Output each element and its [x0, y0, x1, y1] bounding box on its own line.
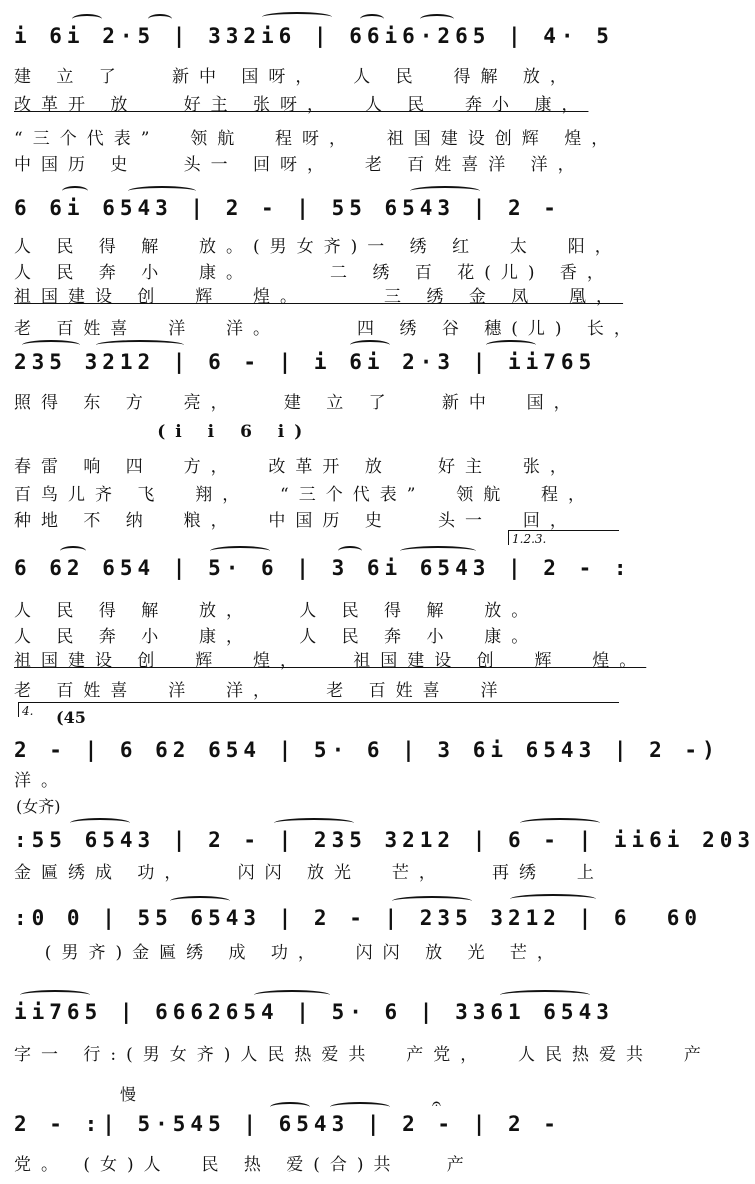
volta-bracket [18, 702, 619, 717]
lyric-line: (男齐)金匾绣 成 功， 闪闪 放 光 芒， [14, 943, 564, 963]
slur-mark [520, 818, 600, 828]
lyric-line: 中国历 史 头一 回呀， 老 百姓喜洋 洋， [14, 155, 585, 175]
notes: 2 - | 6 62 654 | 5· 6 | 3 6i 6543 | 2 -) [14, 738, 720, 762]
slur-mark [360, 14, 384, 24]
notes: 6 6i 6543 | 2 - | 55 6543 | 2 - [14, 196, 561, 220]
slur-mark [62, 186, 88, 196]
notes: 6 62 654 | 5· 6 | 3 6i 6543 | 2 - : [14, 556, 632, 580]
slur-mark [338, 546, 362, 556]
notation-line-2 [14, 186, 622, 226]
tie-mark [210, 546, 270, 556]
lyric-line: 老 百姓喜 洋 洋。 四 绣 谷 穗(儿) 长， [14, 319, 641, 339]
slur-mark [22, 340, 80, 350]
notes: 2 - :| 5·545 | 6543 | 2 - | 2 - [14, 1112, 561, 1136]
slur-mark [410, 186, 480, 196]
lyric-line: 人 民 得 解 放， 人 民 得 解 放。 [14, 601, 539, 621]
slur-mark [148, 14, 172, 24]
lyric-line: 老 百姓喜 洋 洋， 老 百姓喜 洋 [14, 681, 508, 701]
lyric-line: 党。 (女)人 民 热 爱(合)共 产 [14, 1155, 474, 1175]
slur-mark [254, 990, 330, 1000]
slur-mark [70, 818, 130, 828]
slur-mark [400, 546, 476, 556]
notes: :0 0 | 55 6543 | 2 - | 235 3212 | 6 60 [14, 906, 703, 930]
slur-mark [500, 990, 590, 1000]
notes: i 6i 2·5 | 332i6 | 66i6·265 | 4· 5 [14, 24, 614, 48]
notation-line-9 [14, 1102, 622, 1142]
lyric-line: 人 民 得 解 放。(男女齐)一 绣 红 太 阳， [14, 237, 622, 257]
slur-mark [486, 340, 536, 350]
lyric-line: 字一 行:(男女齐)人民热爱共 产党， 人民热爱共 产 [14, 1045, 711, 1065]
lyric-line: 祖国建设 创 辉 煌。 三 绣 金 凤 凰， [14, 287, 624, 307]
fermata-icon: 𝄐 [432, 1094, 441, 1113]
tie-mark [510, 894, 596, 904]
lyric-line: 洋。 [14, 771, 68, 791]
lyric-line: 春雷 响 四 方， 改革开 放 好主 张， [14, 457, 577, 477]
slur-mark [170, 896, 230, 906]
lyric-line: “三个代表” 领航 程呀， 祖国建设创辉 煌， [14, 129, 619, 149]
volta-label: 4. [22, 704, 34, 718]
notes: 235 3212 | 6 - | i 6i 2·3 | ii765 [14, 350, 597, 374]
slur-mark [392, 896, 472, 906]
lyric-line: 种地 不 纳 粮， 中国历 史 头一 回， [14, 511, 577, 531]
part-label: (女齐) [16, 797, 61, 816]
lyric-line: 人 民 奔 小 康， 人 民 奔 小 康。 [14, 627, 539, 647]
lyric-line: 人 民 奔 小 康。 二 绣 百 花(儿) 香， [14, 263, 614, 283]
notation-line-4 [14, 546, 632, 586]
slur-mark [274, 818, 354, 828]
slur-mark [72, 14, 102, 24]
slur-mark [420, 14, 454, 24]
lyric-line: 百鸟儿齐 飞 翔， “三个代表” 领航 程， [14, 485, 596, 505]
lyric-line: 改革开 放 好主 张呀， 人 民 奔小 康， [14, 95, 589, 115]
slur-mark [20, 990, 90, 1000]
slur-mark [270, 1102, 310, 1112]
intro-notes: (45 [56, 708, 86, 727]
tempo-marking: 慢 [120, 1085, 137, 1104]
lyric-line: 金匾绣成 功， 闪闪 放光 芒， 再绣 上 [14, 863, 604, 883]
lyric-line: 祖国建设 创 辉 煌， 祖国建设 创 辉 煌。 [14, 651, 647, 671]
slur-mark [330, 1102, 390, 1112]
lyric-line: 照得 东 方 亮， 建 立 了 新中 国， [14, 393, 581, 413]
slur-mark [96, 340, 184, 350]
slur-mark [128, 186, 196, 196]
volta-bracket [508, 530, 619, 545]
slur-mark [60, 546, 86, 556]
notes: :55 6543 | 2 - | 235 3212 | 6 - | ii6i 203 [14, 828, 755, 852]
slur-mark [350, 340, 390, 350]
notes: ii765 | 6662654 | 5· 6 | 3361 6543 [14, 1000, 614, 1024]
volta-label: 1.2.3. [512, 532, 547, 546]
tie-mark [262, 12, 332, 22]
ornament-notes: (i i 6 i) [14, 422, 313, 442]
lyric-line: 建 立 了 新中 国呀， 人 民 得解 放， [14, 67, 577, 87]
notation-line-5 [14, 728, 720, 768]
